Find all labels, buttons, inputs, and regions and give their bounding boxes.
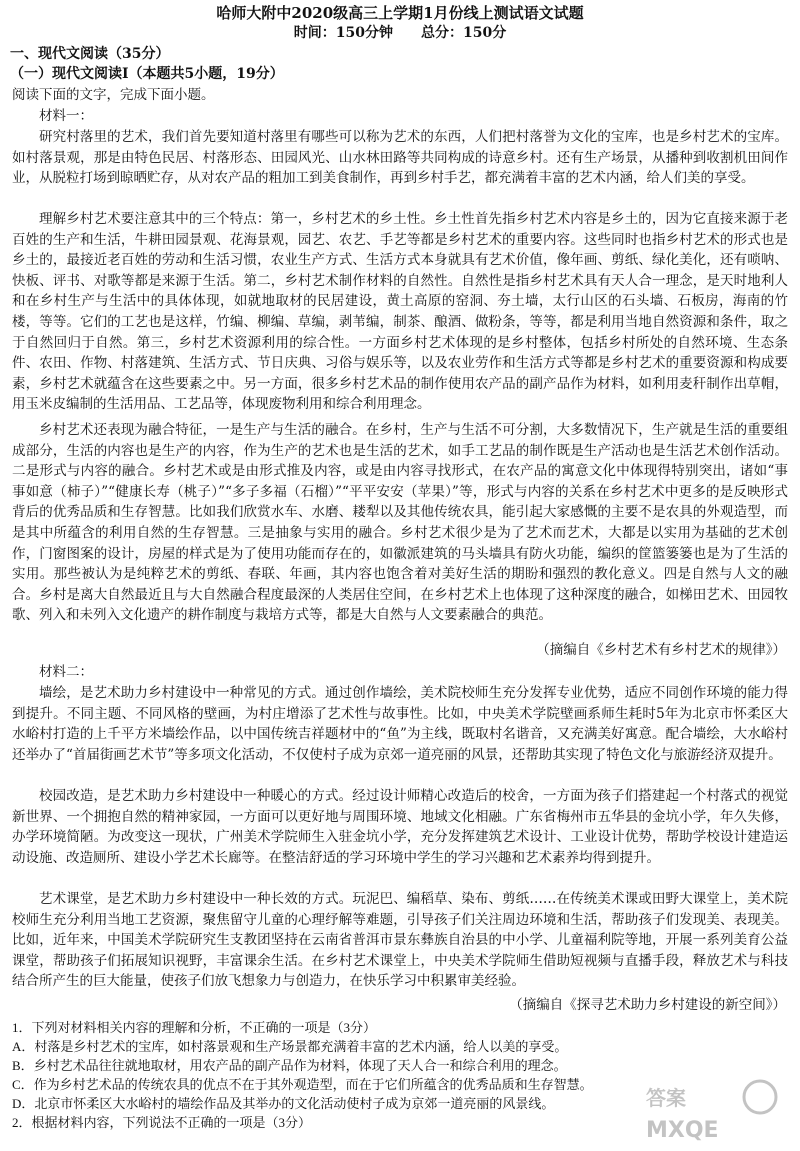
svg-text:MXQE: MXQE xyxy=(646,1118,719,1143)
material2-paragraph: 艺术课堂，是艺术助力乡村建设中一种长效的方式。玩泥巴、编稻草、染布、剪纸……在传统美术课或田野大课堂上，美术院校师生充分利用当地工艺资源，聚焦留守儿童的心理纾解等难题，引导孩子们关注周边环境和生活，帮助孩子们发现美、表现美。比如，近年来，中国美术学院研究生支教团坚持在云南省普洱市景东彝族自治县的中小学、儿童福利院等地，开展一系列美育公益课堂，帮助孩子们拓展知识视野，丰富课余生活。在乡村艺术课堂上，中央美术学院师生借助短视频与直播手段，释放艺术与科技结合所产生的巨大能量，使孩子们放飞想象力与创造力，在快乐学习中积累审美经验。 xyxy=(12,891,788,990)
answer-option-a: A．村落是乡村艺术的宝库，如村落景观和生产场景都充满着丰富的艺术内涵，给人以美的享受。 xyxy=(12,1039,568,1054)
material2-source: （摘编自《探寻艺术助力乡村建设的新空间》） xyxy=(509,997,786,1013)
question-stem: 1．下列对材料相关内容的理解和分析，不正确的一项是（3分） xyxy=(12,1020,377,1035)
answer-option-b: B．乡村艺术品往往就地取材，用农产品的副产品作为材料，体现了天人合一和综合利用的理念。 xyxy=(12,1058,567,1073)
material1-paragraph: 理解乡村艺术要注意其中的三个特点：第一，乡村艺术的乡土性。乡土性首先指乡村艺术内容是乡土的，因为它直接来源于老百姓的生产和生活，牛耕田园景观、花海景观，园艺、农艺、手艺等都是乡村艺术的重要内容。这些同时也指乡村艺术的形式也是乡土的，最接近老百姓的劳动和生活习惯，农业生产方式、生活方式本身就具有艺术价值，像年画、剪纸、绿化美化，还有唢呐、快板、评书、对歌等都是来源于生活。第二，乡村艺术制作材料的自然性。自然性是指乡村艺术具有天人合一理念，是天时地利人和在乡村生产与生活中的具体体现，如就地取材的民居建设，黄土高原的窑洞、夯土墙，太行山区的石头墙、石板房，海南的竹楼，等等。它们的工艺也是这样，竹编、柳编、草编，剥苇编，制茶、酿酒、做粉条，等等，都是利用当地自然资源和条件，取之于自然回归于自然。第三，乡村艺术资源利用的综合性。一方面乡村艺术体现的是乡村整体，包括乡村所处的自然环境、生态条件、农田、作物、村落建筑、生活方式、节日庆典、习俗与娱乐等，以及农业劳作和生活方式等都是乡村艺术的重要资源和构成要素，乡村艺术就蕴含在这些要素之中。另一方面，很多乡村艺术品的制作使用农产品的副产品作为材料，如利用麦秆制作出草帽，用玉米皮编制的生活用品、工艺品等，体现废物利用和综合利用理念。 xyxy=(12,211,788,413)
material2-paragraph: 墙绘，是艺术助力乡村建设中一种常见的方式。通过创作墙绘，美术院校师生充分发挥专业优势，适应不同创作环境的能力得到提升。不同主题、不同风格的壁画，为村庄增添了艺术性与故事性。比如，中央美术学院壁画系师生耗时5年为北京市怀柔区大水峪村打造的上千平方米墙绘作品，以中国传统吉祥题材中的“鱼”为主线，既取村名谐音，又充满美好寓意。配合墙绘，大水峪村还举办了“首届街画艺术节”等多项文化活动，不仅使村子成为京郊一道亮丽的风景，还帮助其实现了特色文化与旅游经济双提升。 xyxy=(12,685,788,763)
section-heading: 一、现代文阅读（35分） xyxy=(10,46,170,62)
material2-paragraph: 校园改造，是艺术助力乡村建设中一种暖心的方式。经过设计师精心改造后的校舍，一方面为孩子们搭建起一个村落式的视觉新世界、一个拥抱自然的精神家园，一方面可以更好地与周围环境、地域文化相融。广东省梅州市五华县的金坑小学，年久失修，办学环境简陋。为改变这一现状，广州美术学院师生入驻金坑小学，充分发挥建筑艺术设计、工业设计优势，帮助学校设计建造运动设施、改造厕所、建设小学艺术长廊等。在整洁舒适的学习环境中学生的学习兴趣和艺术素养均得到提升。 xyxy=(12,788,788,866)
material1-source: （摘编自《乡村艺术有乡村艺术的规律》） xyxy=(536,642,786,658)
exam-title: 哈师大附中2020级高三上学期1月份线上测试语文试题 xyxy=(216,4,584,22)
instruction-text: 阅读下面的文字，完成下面小题。 xyxy=(12,87,215,103)
question-stem: 2．根据材料内容，下列说法不正确的一项是（3分） xyxy=(12,1115,312,1130)
material1-label: 材料一： xyxy=(39,108,93,124)
subsection-heading: （一）现代文阅读Ⅰ（本题共5小题，19分） xyxy=(10,66,284,82)
material1-paragraph: 研究村落里的艺术，我们首先要知道村落里有哪些可以称为艺术的东西，人们把村落誉为文化的宝库，也是乡村艺术的宝库。如村落景观，那是由特色民居、村落形态、田园风光、山水林田路等共同构成的诗意乡村。还有生产场景，从播种到收割机田间作业，从脱粒打场到晾晒贮存，从对农产品的粗加工到美食制作，再到乡村手艺，都充满着丰富的艺术内涵，给人们美的享受。 xyxy=(12,129,788,187)
svg-text:答案: 答案 xyxy=(646,1086,686,1110)
answer-option-d: D．北京市怀柔区大水峪村的墙绘作品及其举办的文化活动使村子成为京郊一道亮丽的风景线。 xyxy=(12,1096,555,1111)
material2-label: 材料二： xyxy=(39,664,93,680)
time-and-score: 时间：150分钟 总分：150分 xyxy=(293,25,507,41)
answer-option-c: C．作为乡村艺术品的传统农具的优点不在于其外观造型，而在于它们所蕴含的优秀品质和生存智慧。 xyxy=(12,1077,593,1092)
material1-paragraph: 乡村艺术还表现为融合特征，一是生产与生活的融合。在乡村，生产与生活不可分割，大多数情况下，生产就是生活的重要组成部分，生活的内容也是生产的内容，作为生产的艺术也是生活的艺术，如手工艺品的制作既是生产活动也是生活艺术创作活动。二是形式与内容的融合。乡村艺术或是由形式推及内容，或是由内容寻找形式，在农产品的寓意文化中体现得特别突出，诸如“事事如意（柿子）”“健康长寿（桃子）”“多子多福（石榴）”“平平安安（苹果）”等，形式与内容的关系在乡村艺术中更多的是反映形式背后的优秀品质和生存智慧。比如我们欣赏水车、水磨、耧犁以及其他传统农具，能引起大家感慨的主要不是农具的外观造型，而是其中所蕴含的利用自然的生存智慧。三是抽象与实用的融合。乡村艺术很少是为了艺术而艺术，大都是以实用为基础的艺术创作，门窗图案的设计，房屋的样式是为了使用功能而存在的，如徽派建筑的马头墙具有防火功能，编织的筐篮篓篓也是为了生活的实用。那些被认为是纯粹艺术的剪纸、春联、年画，其内容也饱含着对美好生活的期盼和强烈的教化意义。四是自然与人文的融合。乡村是离大自然最近且与大自然融合程度最深的人类居住空间，在乡村艺术上也体现了这种深度的融合，如梯田艺术、田园牧歌、列入和未列入文化遗产的耕作制度与栽培方式等，都是大自然与人文要素融合的典范。 xyxy=(12,422,788,624)
watermark-logo xyxy=(640,1075,790,1145)
